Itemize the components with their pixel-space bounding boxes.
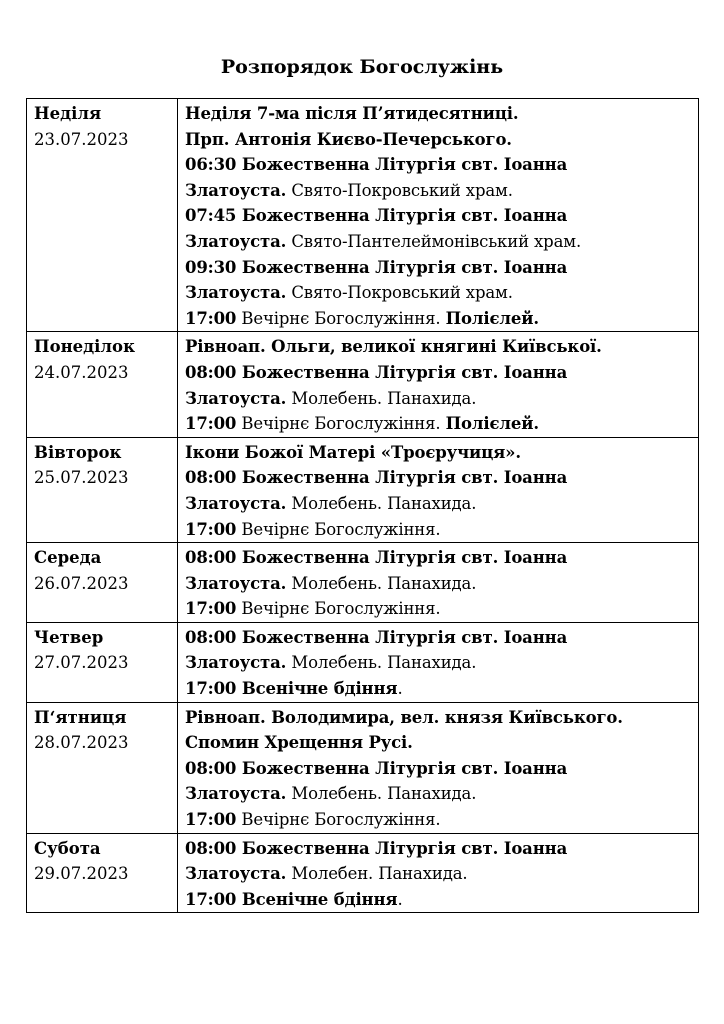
service-text: Вечірнє Богослужіння. — [236, 414, 446, 434]
service-text-bold: Златоуста. — [185, 231, 287, 251]
service-text: Молебень. Панахида. — [286, 653, 477, 673]
day-date: 23.07.2023 — [34, 129, 129, 149]
day-cell — [27, 543, 178, 623]
service-text-bold: Златоуста. — [185, 180, 287, 200]
schedule-row — [27, 437, 699, 542]
service-text-bold: Златоуста. — [185, 784, 287, 804]
service-text-bold: 08:00 Божественна Літургія свт. Іоанна — [185, 362, 568, 382]
service-text-bold: 08:00 Божественна Літургія свт. Іоанна — [185, 838, 568, 858]
schedule-row — [27, 833, 699, 913]
service-line — [185, 101, 698, 127]
service-line — [185, 861, 698, 887]
service-line — [185, 440, 698, 466]
service-line — [185, 127, 698, 153]
service-text-bold: Полієлей. — [445, 308, 539, 328]
service-line — [185, 360, 698, 386]
service-line — [185, 517, 698, 543]
service-line — [185, 178, 698, 204]
service-line — [185, 334, 698, 360]
service-text-bold: Златоуста. — [185, 388, 287, 408]
service-text: Вечірнє Богослужіння. — [236, 308, 446, 328]
service-text-bold: Златоуста. — [185, 653, 287, 673]
day-date: 24.07.2023 — [34, 362, 129, 382]
schedule-row — [27, 99, 699, 332]
day-name: Неділя — [34, 104, 102, 123]
schedule-row — [27, 332, 699, 437]
service-text-bold: 08:00 Божественна Літургія свт. Іоанна — [185, 548, 568, 568]
service-line — [185, 807, 698, 833]
services-cell — [178, 332, 699, 437]
services-cell — [178, 702, 699, 833]
service-line — [185, 229, 698, 255]
service-text: Вечірнє Богослужіння. — [236, 810, 441, 830]
day-name: Субота — [34, 838, 101, 858]
service-line — [185, 465, 698, 491]
service-line — [185, 887, 698, 913]
service-text: Молебен. Панахида. — [286, 864, 468, 884]
service-text-bold: 17:00 Всенічне бдіння — [185, 889, 398, 909]
service-text-bold: Полієлей. — [445, 414, 539, 434]
day-name: Середа — [34, 548, 102, 568]
service-text-bold: 07:45 Божественна Літургія свт. Іоанна — [185, 206, 568, 226]
day-cell — [27, 702, 178, 833]
service-text-bold: Рівноап. Володимира, вел. князя Київського. — [185, 707, 623, 727]
schedule-table — [26, 98, 699, 913]
service-text: Свято-Покровський храм. — [286, 180, 513, 200]
schedule-row — [27, 543, 699, 623]
service-text-bold: 17:00 Всенічне бдіння — [185, 679, 398, 699]
service-text: Свято-Пантелеймонівський храм. — [286, 231, 582, 251]
day-name: Вівторок — [34, 442, 122, 462]
service-text-bold: 08:00 Божественна Літургія свт. Іоанна — [185, 627, 568, 647]
day-cell — [27, 833, 178, 913]
service-text: Молебень. Панахида. — [286, 573, 477, 593]
day-date: 29.07.2023 — [34, 864, 129, 884]
schedule-row — [27, 622, 699, 702]
service-line — [185, 306, 698, 332]
services-cell — [178, 99, 699, 332]
schedule-body — [27, 99, 699, 913]
service-text-bold: 06:30 Божественна Літургія свт. Іоанна — [185, 155, 568, 175]
service-text-bold: 09:30 Божественна Літургія свт. Іоанна — [185, 257, 568, 277]
service-line — [185, 545, 698, 571]
service-text: Молебень. Панахида. — [286, 388, 477, 408]
service-text-bold: Златоуста. — [185, 573, 287, 593]
day-name: П‘ятниця — [34, 707, 127, 727]
service-text: Молебень. Панахида. — [286, 784, 477, 804]
service-line — [185, 836, 698, 862]
service-line — [185, 386, 698, 412]
day-date: 27.07.2023 — [34, 653, 129, 673]
day-name: Понеділок — [34, 337, 135, 357]
page-title: Розпорядок Богослужінь — [220, 56, 504, 78]
service-text-bold: 17:00 — [185, 519, 237, 539]
service-line — [185, 756, 698, 782]
service-line — [185, 280, 698, 306]
service-text: Вечірнє Богослужіння. — [236, 599, 441, 619]
service-text-bold: Рівноап. Ольги, великої княгині Київської. — [185, 337, 602, 357]
service-text-bold: Златоуста. — [185, 283, 287, 303]
service-line — [185, 152, 698, 178]
service-line — [185, 676, 698, 702]
service-text-bold: Ікони Божої Матері «Троєручиця». — [185, 442, 521, 462]
day-date: 28.07.2023 — [34, 733, 129, 753]
schedule-row — [27, 702, 699, 833]
service-text-bold: Златоуста. — [185, 864, 287, 884]
day-cell — [27, 99, 178, 332]
service-text: Молебень. Панахида. — [286, 493, 477, 513]
service-text: Вечірнє Богослужіння. — [236, 519, 441, 539]
service-text-bold: Златоуста. — [185, 493, 287, 513]
service-text-bold: 08:00 Божественна Літургія свт. Іоанна — [185, 758, 568, 778]
services-cell — [178, 833, 699, 913]
service-line — [185, 650, 698, 676]
service-text-bold: 17:00 — [185, 599, 237, 619]
service-text: . — [397, 889, 403, 909]
day-cell — [27, 622, 178, 702]
day-date: 26.07.2023 — [34, 573, 129, 593]
service-line — [185, 255, 698, 281]
service-line — [185, 705, 698, 731]
service-line — [185, 781, 698, 807]
services-cell — [178, 622, 699, 702]
service-text-bold: Спомин Хрещення Русі. — [185, 733, 413, 753]
service-line — [185, 730, 698, 756]
service-text-bold: Прп. Антонія Києво-Печерського. — [185, 129, 512, 149]
day-cell — [27, 332, 178, 437]
service-text-bold: 08:00 Божественна Літургія свт. Іоанна — [185, 468, 568, 488]
service-line — [185, 571, 698, 597]
service-text-bold: 17:00 — [185, 308, 237, 328]
service-line — [185, 596, 698, 622]
service-line — [185, 203, 698, 229]
day-date: 25.07.2023 — [34, 468, 129, 488]
service-text: Свято-Покровський храм. — [286, 283, 513, 303]
services-cell — [178, 543, 699, 623]
day-name: Четвер — [34, 627, 104, 647]
service-text-bold: 17:00 — [185, 810, 237, 830]
service-line — [185, 625, 698, 651]
day-cell — [27, 437, 178, 542]
service-text-bold: Неділя 7-ма після П’ятидесятниці. — [185, 104, 519, 123]
services-cell — [178, 437, 699, 542]
service-text: . — [397, 679, 403, 699]
service-text-bold: 17:00 — [185, 414, 237, 434]
service-line — [185, 491, 698, 517]
service-line — [185, 411, 698, 437]
